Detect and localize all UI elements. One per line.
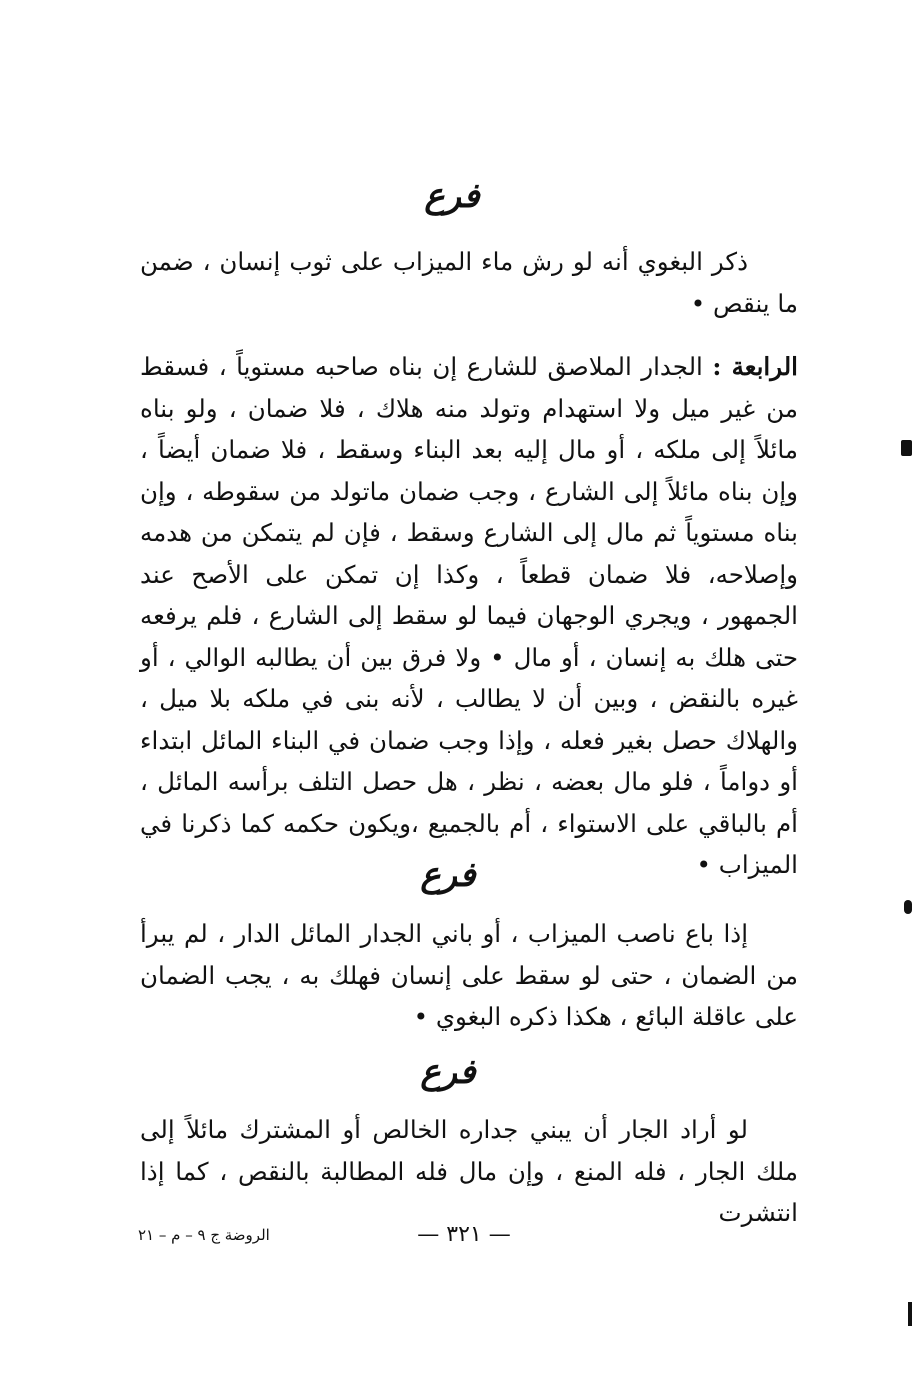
paragraph-text: ذكر البغوي أنه لو رش ماء الميزاب على ثوب إنسان ، ضمن ما ينقص • xyxy=(140,247,798,318)
scan-edge-mark xyxy=(901,440,912,456)
paragraph-text: لو أراد الجار أن يبني جداره الخالص أو المشترك مائلاً إلى ملك الجار ، فله المنع ، وإن مال فله المطالبة بالنقص ، كما إذا انتشرت xyxy=(140,1115,798,1227)
paragraph-neighbor-wall xyxy=(140,1109,798,1234)
paragraph-label: الرابعة : xyxy=(712,352,798,381)
paragraph-text: الجدار الملاصق للشارع إن بناه صاحبه مستوياً ، فسقط من غير ميل ولا استهدام وتولد منه هلاك ، فلا ضمان ، ولو بناه مائلاً إلى ملكه ، أو مال إليه بعد البناء وسقط ، فلا ضمان أيضاً ، وإن بناه مائلاً إلى الشارع ، وجب ضمان ماتولد من سقوطه ، وإن بناه مستوياً ثم مال إلى الشارع وسقط ، فإن لم يتمكن من هدمه وإصلاحه، فلا ضمان قطعاً ، وكذا إن تمكن على الأصح عند الجمهور ، ويجري الوجهان فيما لو سقط إلى الشارع ، فلم يرفعه حتى هلك به إنسان ، أو مال • ولا فرق بين أن يطالبه الوالي ، أو غيره بالنقض ، وبين أن لا يطالب ، لأنه بنى في ملكه بلا ميل ، والهلاك حصل بغير فعله ، وإذا وجب ضمان في البناء المائل ابتداء أو دواماً ، فلو مال بعضه ، نظر ، هل حصل التلف برأسه المائل ، أم بالباقي على الاستواء ، أم بالجميع ،ويكون حكمه كما ذكرنا في الميزاب • xyxy=(140,352,798,879)
paragraph-text: إذا باع ناصب الميزاب ، أو باني الجدار المائل الدار ، لم يبرأ من الضمان ، حتى لو سقط على إنسان فهلك به ، يجب الضمان على عاقلة البائع ، هكذا ذكره البغوي • xyxy=(140,919,798,1031)
section-heading-far: فرع xyxy=(420,1052,476,1092)
paragraph-fourth-wall xyxy=(140,346,798,886)
scan-edge-mark xyxy=(904,900,912,914)
book-signature: الروضة ج ٩ – م – ٢١ xyxy=(138,1226,270,1244)
scan-edge-mark xyxy=(908,1302,912,1326)
paragraph-baghawi-mizab xyxy=(140,241,798,324)
section-heading-far: فرع xyxy=(420,855,476,895)
section-heading-far: فرع xyxy=(424,176,480,216)
page-number: — ٣٢١ — xyxy=(417,1222,511,1247)
paragraph-sale-liability xyxy=(140,913,798,1038)
page-footer xyxy=(0,1222,912,1258)
